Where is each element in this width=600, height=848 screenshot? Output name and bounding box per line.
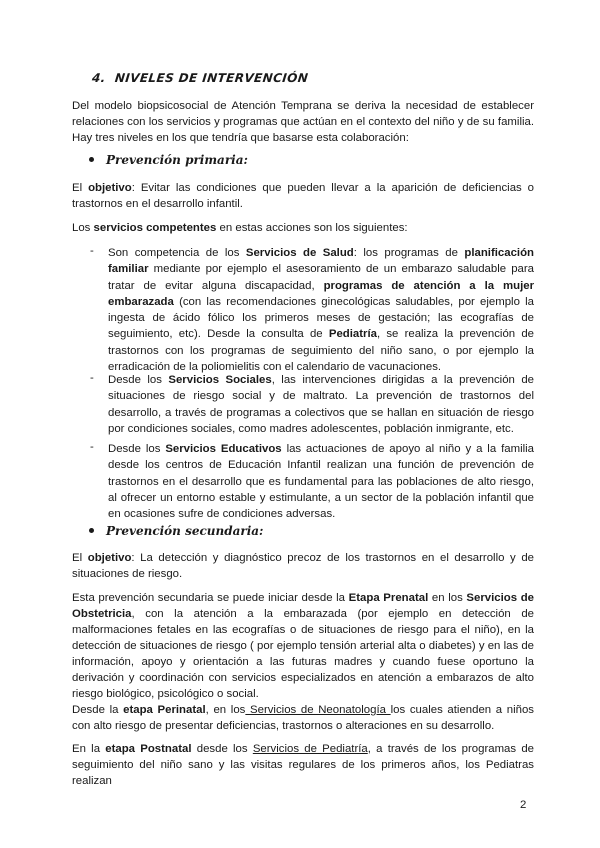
bullet-dot-icon <box>89 157 94 162</box>
section-heading <box>91 71 309 85</box>
list-item-sociales: Desde los Servicios Sociales, las intervenciones dirigidas a la prevención de situaciones de riesgo social y de maltrato. La prevención de trastornos del desarrollo, a través de programas a colectivos que se hallan en situación de riesgo por condiciones sociales, como madres adolescentes, población inmigrante, etc. <box>108 374 534 435</box>
secundaria-postnatal: En la etapa Postnatal desde los Servicios de Pediatría, a través de los programas de seguimiento del niño sano y las visitas regulares de los primeros años, los Pediatras realizan <box>72 743 534 787</box>
secundaria-prenatal: Esta prevención secundaria se puede iniciar desde la Etapa Prenatal en los Servicios de Obstetricia, con la atención a la embarazada (por ejemplo en detección de malformaciones fetales en las ecografías o de situaciones de riesgo para el niño), en la detección de situaciones de riesgo ( por ejemplo tensión arterial alta o diabetes) y en las de información, apoyo y orientación a las futuras madres y cuando fuese oportuno la derivación y coordinación con servicios especializados en atención a embarazos de alto riesgo biológico, psicológico o social. <box>72 592 534 700</box>
secundaria-perinatal: Desde la etapa Perinatal, en los Servicios de Neonatología los cuales atienden a niños con alto riesgo de presentar deficiencias, trastornos o alteraciones en su desarrollo. <box>72 704 534 732</box>
subheading-primaria: Prevención primaria: <box>89 153 248 167</box>
bullet-dot-icon <box>89 528 94 533</box>
list-item-salud: Son competencia de los Servicios de Salud: los programas de planificación familiar mediante por ejemplo el asesoramiento de un embarazo saludable para tratar de evitar alguna discapacidad, programas de atención a la mujer embarazada (con las recomendaciones ginecológicas saludables, por ejemplo la ingesta de ácido fólico los primeros meses de gestación; las ecografías de seguimiento, etc). Desde la consulta de Pediatría, se realiza la prevención de trastornos con los programas de seguimiento del niño sano, o por ejemplo la erradicación de la poliomielitis con el calendario de vacunaciones. <box>108 247 534 374</box>
intro-paragraph: Del modelo biopsicosocial de Atención Temprana se deriva la necesidad de establecer relaciones con los servicios y programas que actúan en el contexto del niño y de su familia. Hay tres niveles en los que tendría que basarse esta colaboración: <box>72 100 534 144</box>
section-number: 4. <box>91 71 107 85</box>
section-title: NIVELES DE INTERVENCIÓN <box>114 71 309 85</box>
page-number: 2 <box>520 799 527 811</box>
secundaria-objetivo: El objetivo: La detección y diagnóstico precoz de los trastornos en el desarrollo y de situaciones de riesgo. <box>72 552 535 580</box>
list-dash: - <box>90 245 94 257</box>
primaria-objetivo: El objetivo: Evitar las condiciones que pueden llevar a la aparición de deficiencias o trastornos en el desarrollo infantil. <box>72 182 535 210</box>
list-dash: - <box>90 372 94 384</box>
subheading-secundaria: Prevención secundaria: <box>89 524 263 538</box>
list-dash: - <box>90 441 94 453</box>
list-item-educativos: Desde los Servicios Educativos las actuaciones de apoyo al niño y a la familia desde los centros de Educación Infantil realizan una función de prevención de trastornos en el desarrollo que es fundamental para las poblaciones de alto riesgo, al ofrecer un entorno estable y estimulante, a un sector de la población infantil que en ocasiones sufre de condiciones adversas. <box>108 443 534 521</box>
primaria-servicios: Los servicios competentes en estas acciones son los siguientes: <box>72 222 408 234</box>
